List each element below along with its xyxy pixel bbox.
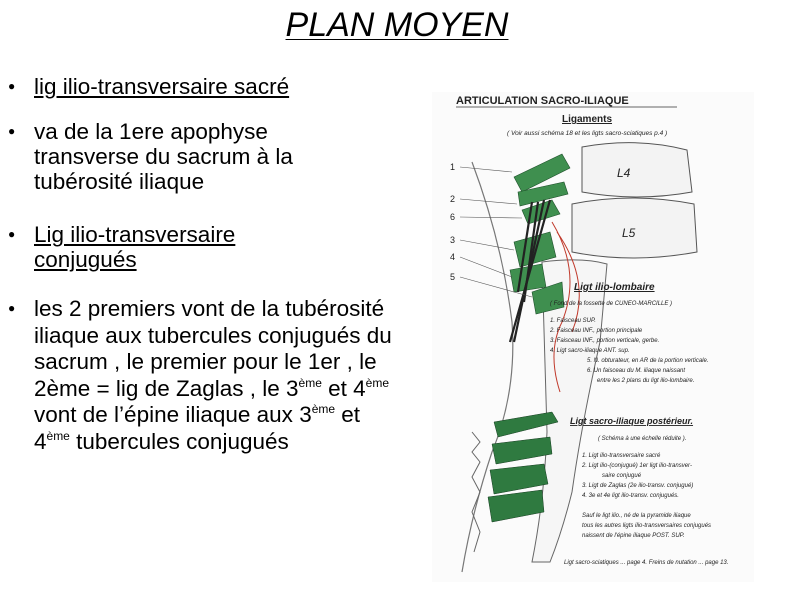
vertebra-l4-label: L4 (617, 166, 631, 180)
svg-text:tous les autres ligts ilio-tra: tous les autres ligts ilio-transversaires conjugués (582, 523, 712, 529)
svg-text:entre les 2 plans du ligt ilio: entre les 2 plans du ligt ilio-lombaire. (597, 378, 695, 384)
figure-note: ( Voir aussi schéma 18 et les ligts sacro-sciatiques p.4 ) (507, 130, 668, 137)
bullet-dot-icon: ● (8, 124, 16, 138)
svg-text:6: 6 (450, 212, 456, 222)
bullet-item-1 (8, 74, 289, 99)
svg-text:4: 4 (450, 252, 456, 262)
svg-text:3. Ligt de Zaglas (2e ilio-tra: 3. Ligt de Zaglas (2e ilio-transv. conjugué) (582, 483, 694, 489)
ligament-diagram (432, 92, 754, 582)
svg-text:1: 1 (450, 162, 456, 172)
bullet-item-2 (8, 119, 354, 194)
svg-text:5: 5 (450, 272, 456, 282)
posterior-sacrum-outline (472, 432, 480, 552)
svg-text:2: 2 (450, 194, 456, 204)
superscript: ème (46, 428, 70, 443)
bullet-text: Lig ilio-transversaire conjugués (34, 222, 236, 272)
bullet-text: vont de l’épine iliaque aux 3 (34, 402, 312, 427)
svg-text:naissent de l'épine iliaque PO: naissent de l'épine iliaque POST. SUP. (582, 533, 685, 539)
bullet-text: lig ilio-transversaire sacré (34, 74, 290, 99)
anatomy-figure (432, 92, 754, 582)
svg-text:6. Un faisceau du M. iliaque n: 6. Un faisceau du M. iliaque naissant (587, 368, 686, 374)
posterior-title: Ligt sacro-iliaque postérieur. (570, 416, 694, 426)
posterior-subtitle: ( Schéma à une échelle réduite ). (598, 436, 687, 442)
svg-text:Sauf le ligt ilio., né de la p: Sauf le ligt ilio., né de la pyramide iliaque (582, 513, 691, 519)
posterior-footnote (582, 513, 711, 539)
bullet-item-4 (8, 296, 394, 455)
figure-bottom-note: Ligt sacro-sciatiques ... page 4. Freins de nutation ... page 13. (564, 560, 729, 566)
iliolumbar-subtitle: ( Fond de la fossette de CUNEO-MARCILLE ) (550, 301, 673, 307)
bullet-dot-icon: ● (8, 301, 16, 315)
superscript: ème (298, 375, 322, 390)
bullet-dot-icon: ● (8, 227, 16, 241)
svg-text:3: 3 (450, 235, 456, 245)
vertebra-l5-label: L5 (622, 226, 636, 240)
bullet-item-3 (8, 222, 334, 272)
svg-text:4. 3e et 4e ligt ilio-transv.: 4. 3e et 4e ligt ilio-transv. conjugués. (582, 493, 679, 499)
svg-text:saire conjugué: saire conjugué (602, 473, 642, 479)
svg-text:5. N. obturateur, en AR de la: 5. N. obturateur, en AR de la portion verticale. (587, 358, 709, 364)
left-number-labels (450, 162, 455, 282)
posterior-legend (581, 453, 693, 499)
iliolumbar-title: Ligt ilio-lombaire (574, 282, 655, 293)
bullet-text: va de la 1ere apophyse transverse du sacrum à la tubérosité iliaque (34, 119, 293, 194)
svg-text:3. Faisceau INF., portion vert: 3. Faisceau INF., portion verticale, gerbe. (550, 338, 660, 344)
superscript: ème (365, 375, 389, 390)
bullet-text: et 4 (34, 402, 361, 454)
svg-text:4. Ligt sacro-iliaque ANT. sup: 4. Ligt sacro-iliaque ANT. sup. (550, 348, 630, 354)
svg-text:2. Faisceau INF., portion prin: 2. Faisceau INF., portion principale (550, 328, 643, 334)
svg-text:1. Faisceau SUP.: 1. Faisceau SUP. (550, 318, 596, 324)
bullet-text: et 4 (321, 375, 366, 401)
superscript: ème (311, 402, 336, 416)
bullet-text: tubercules conjugués (69, 428, 289, 454)
bullet-text: les 2 premiers vont de la tubérosité iliaque aux tubercules conjugués du sacrum , le premier pour le 1er , le 2ème = lig de Zaglas , le 3 (34, 296, 392, 401)
slide-title: PLAN MOYEN (285, 6, 509, 44)
figure-subheading: Ligaments (562, 114, 613, 125)
bullet-dot-icon: ● (8, 79, 16, 93)
vertebra-l4-shape (582, 143, 692, 197)
svg-text:1. Ligt ilio-transversaire sac: 1. Ligt ilio-transversaire sacré (582, 453, 661, 459)
svg-text:2. Ligt ilio-(conjugué) 1er li: 2. Ligt ilio-(conjugué) 1er ligt ilio-transver- (582, 463, 692, 469)
figure-heading: ARTICULATION SACRO-ILIAQUE (456, 95, 629, 107)
